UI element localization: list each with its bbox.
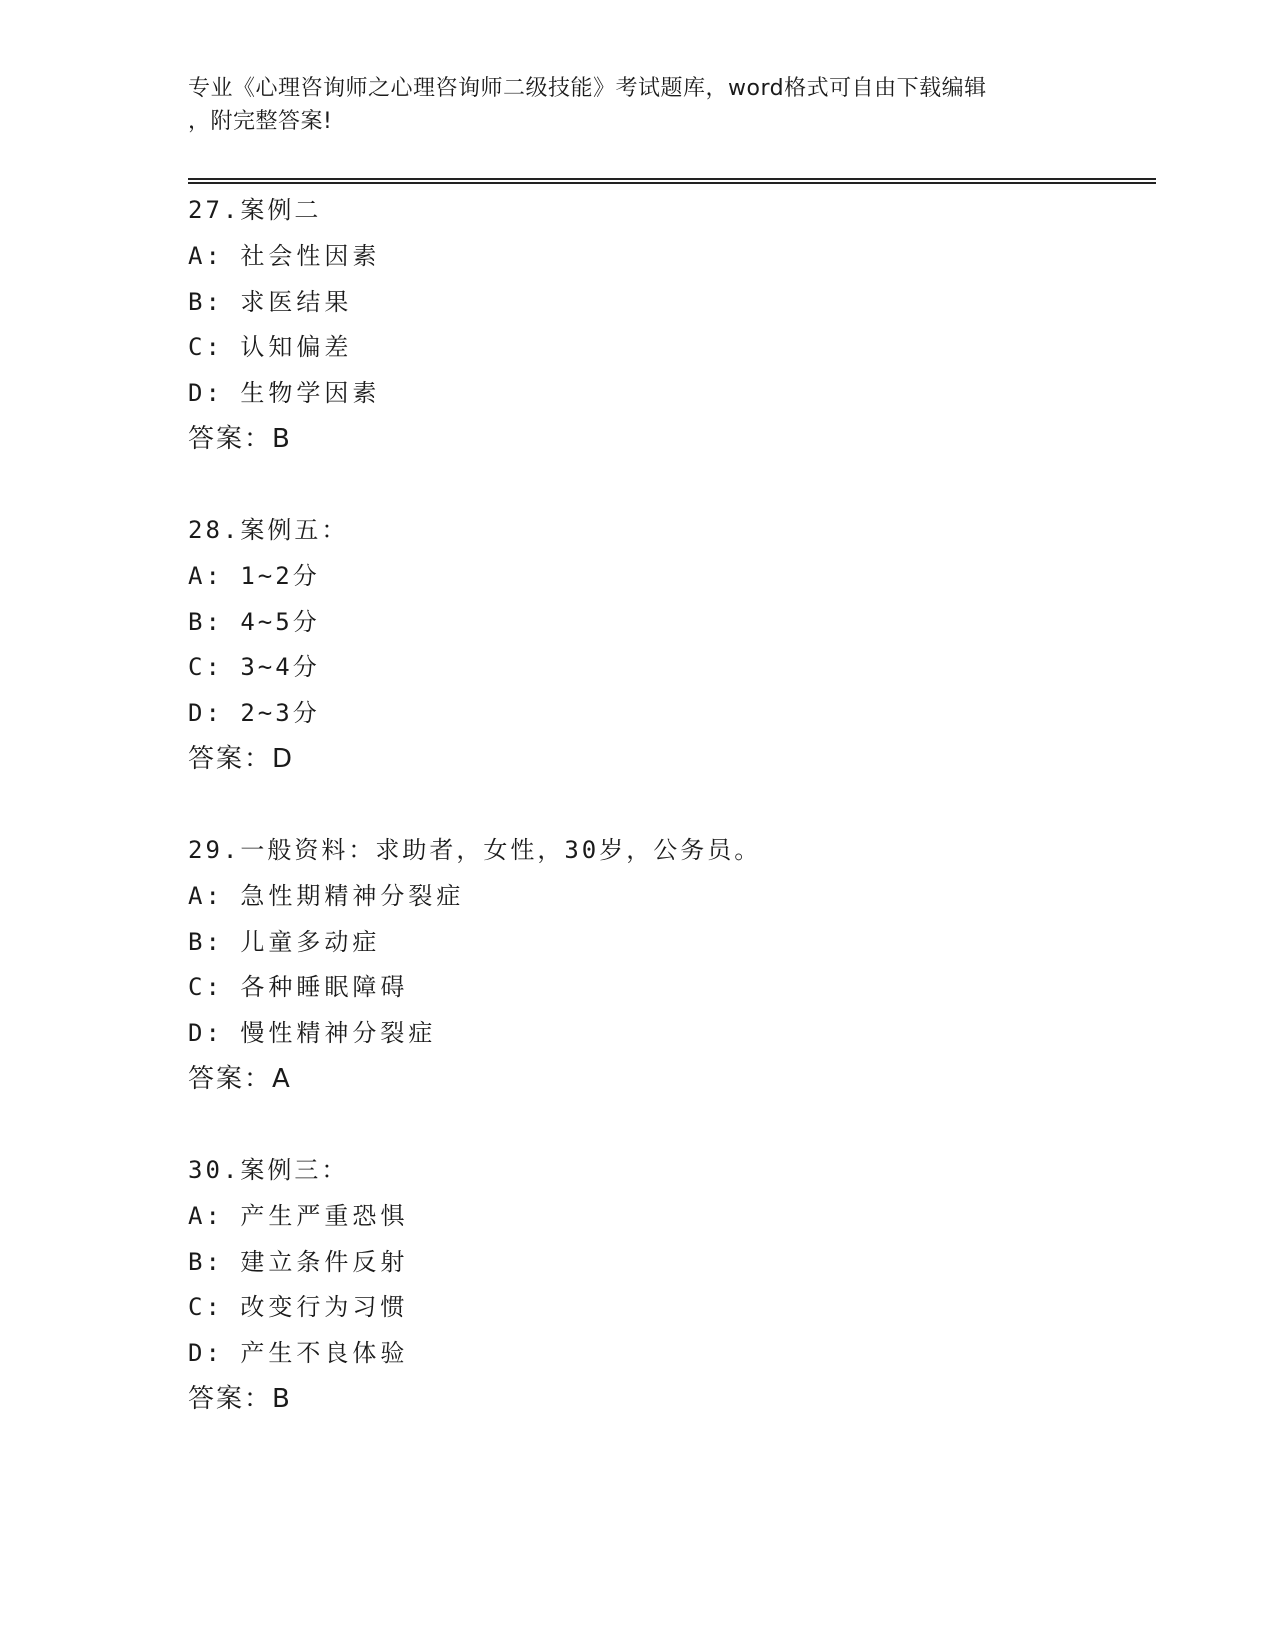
question-title: 28.案例五： <box>188 516 349 544</box>
option-b <box>188 1240 1148 1286</box>
option-a <box>188 874 1148 920</box>
answer-line: 答案：D <box>188 743 295 774</box>
option-b <box>188 280 1148 326</box>
option-d <box>188 1011 1148 1057</box>
option-b <box>188 920 1148 966</box>
option-key: B: <box>188 607 223 636</box>
option-d <box>188 371 1148 417</box>
option-key: C: <box>188 1293 223 1322</box>
option-text: 2~3分 <box>240 699 320 728</box>
option-key: D: <box>188 699 223 728</box>
question-title: 27.案例二 <box>188 196 322 224</box>
question-title: 29.一般资料：求助者，女性，30岁，公务员。 <box>188 836 762 864</box>
option-c <box>188 325 1148 371</box>
option-text: 儿童多动症 <box>240 927 381 956</box>
option-key: A: <box>188 1201 223 1230</box>
question-block <box>188 828 1148 1103</box>
option-text: 慢性精神分裂症 <box>240 1019 437 1048</box>
option-b <box>188 600 1148 646</box>
option-key: B: <box>188 927 223 956</box>
header-line-1: 专业《心理咨询师之心理咨询师二级技能》考试题库，word格式可自由下载编辑 <box>188 76 987 101</box>
answer-line: 答案：B <box>188 1383 292 1414</box>
option-text: 3~4分 <box>240 653 320 682</box>
question-block <box>188 188 1148 463</box>
option-text: 各种睡眠障碍 <box>240 973 409 1002</box>
option-c <box>188 965 1148 1011</box>
option-text: 1~2分 <box>240 561 320 590</box>
option-text: 求医结果 <box>240 287 353 316</box>
option-text: 产生严重恐惧 <box>240 1201 409 1230</box>
answer-line: 答案：A <box>188 1063 292 1094</box>
option-key: C: <box>188 333 223 362</box>
document-header <box>188 72 1088 138</box>
option-text: 急性期精神分裂症 <box>240 881 465 910</box>
header-divider-top <box>188 178 1156 180</box>
question-block <box>188 1148 1148 1423</box>
option-c <box>188 645 1148 691</box>
option-key: C: <box>188 653 223 682</box>
option-text: 社会性因素 <box>240 241 381 270</box>
option-text: 改变行为习惯 <box>240 1293 409 1322</box>
option-key: C: <box>188 973 223 1002</box>
option-d <box>188 691 1148 737</box>
option-key: B: <box>188 287 223 316</box>
option-text: 4~5分 <box>240 607 320 636</box>
option-a <box>188 1194 1148 1240</box>
header-line-2: ，附完整答案! <box>188 109 333 134</box>
option-key: D: <box>188 1019 223 1048</box>
option-key: B: <box>188 1247 223 1276</box>
question-title: 30.案例三： <box>188 1156 349 1184</box>
option-key: D: <box>188 379 223 408</box>
question-block <box>188 508 1148 783</box>
option-text: 认知偏差 <box>240 333 353 362</box>
header-divider-bottom <box>188 182 1156 184</box>
option-key: A: <box>188 881 223 910</box>
answer-line: 答案：B <box>188 423 292 454</box>
option-key: A: <box>188 561 223 590</box>
option-a <box>188 554 1148 600</box>
option-key: D: <box>188 1339 223 1368</box>
option-a <box>188 234 1148 280</box>
option-c <box>188 1285 1148 1331</box>
option-text: 建立条件反射 <box>240 1247 409 1276</box>
option-text: 产生不良体验 <box>240 1339 409 1368</box>
option-key: A: <box>188 241 223 270</box>
option-text: 生物学因素 <box>240 379 381 408</box>
option-d <box>188 1331 1148 1377</box>
